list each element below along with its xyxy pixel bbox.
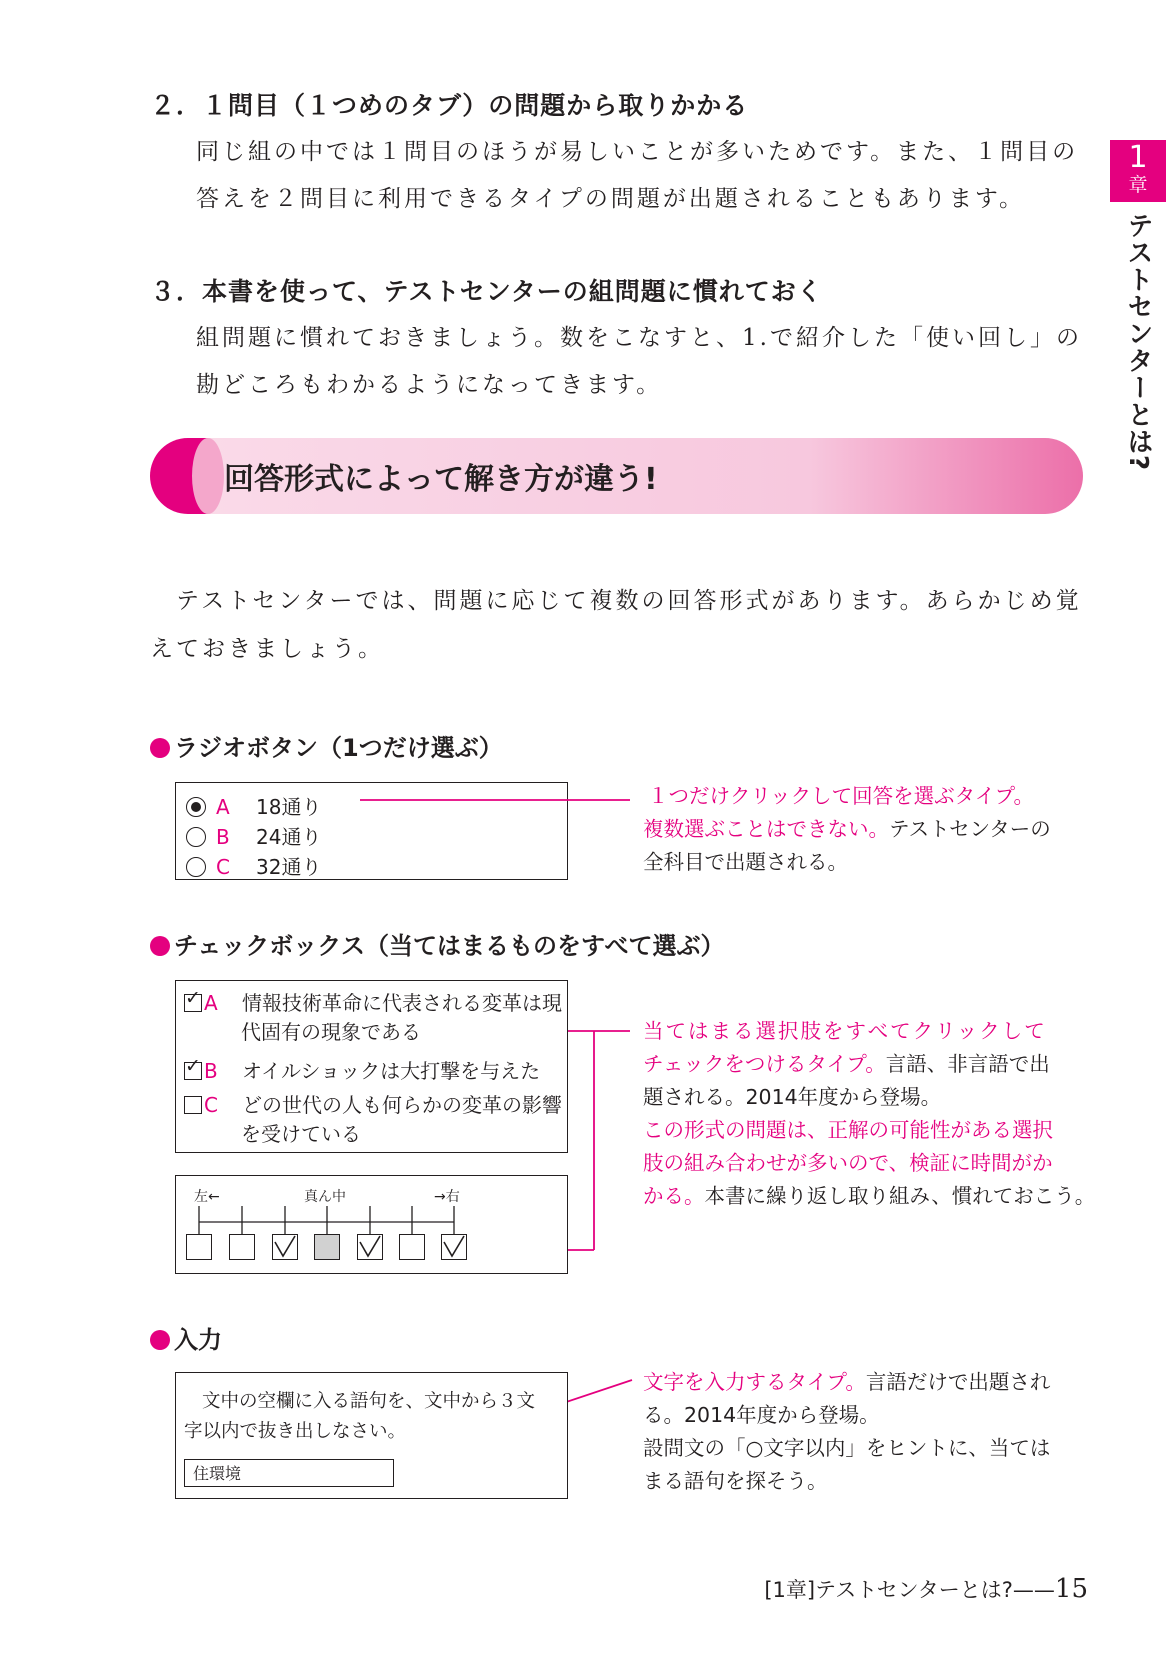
checkbox-checked-icon: ✓ (184, 994, 202, 1012)
item2-line1: 同じ組の中では１問目のほうが易しいことが多いためです。また、１問目の (196, 139, 1079, 165)
footer-chapter: [1章]テストセンターとは? (764, 1578, 1013, 1602)
chapter-side-title: テストセンターとは? (1123, 212, 1153, 472)
checkmark-icon (441, 1234, 467, 1260)
item2-line2: 答えを２問目に利用できるタイプの問題が出題されることもあります。 (196, 186, 1026, 212)
item2-heading: ２．１問目（１つめのタブ）の問題から取りかかる (150, 91, 749, 120)
intro-line2: えておきましょう。 (150, 636, 384, 662)
checkmark-icon (357, 1234, 383, 1260)
chapter-tab (1110, 140, 1166, 202)
scale-cell-checked[interactable] (441, 1234, 467, 1260)
radio-option-a[interactable]: A 18通り (186, 791, 321, 820)
chapter-tab-label: 章 (1128, 174, 1148, 196)
bullet-dot-icon (150, 1330, 170, 1350)
radio-option-c[interactable]: C 32通り (186, 851, 321, 880)
checkbox-annotation: 当てはまる選択肢をすべてクリックして チェックをつけるタイプ。言語、非言語で出 題される。2014年度から登場。 この形式の問題は、正解の可能性がある選択 肢の組み合わせが多いので、検証に時間がか かる。本書に繰り返し取り組み、慣れておこう。 (643, 1019, 1096, 1208)
scale-cell-checked[interactable] (357, 1234, 383, 1260)
radio-option-b[interactable]: B 24通り (186, 821, 321, 850)
scale-right-label: →右 (434, 1189, 460, 1205)
scale-cell-center[interactable] (314, 1234, 340, 1260)
bullet-dot-icon (150, 936, 170, 956)
answer-input-field[interactable]: 住環境 (184, 1459, 394, 1487)
banner-title: 回答形式によって解き方が違う! (224, 462, 658, 497)
input-section-heading: 入力 (150, 1320, 222, 1355)
scale-cell-empty[interactable] (399, 1234, 425, 1260)
checkbox-option-a[interactable]: ✓ A 情報技術革命に代表される変革は現 代固有の現象である (185, 987, 562, 1044)
item3-line2: 勘どころもわかるようになってきます。 (196, 372, 663, 398)
page-footer (764, 1574, 1088, 1604)
scale-example-box (175, 1175, 568, 1274)
scale-left-label: 左← (194, 1189, 220, 1205)
footer-dash: —— (1012, 1578, 1055, 1602)
item3-heading: ３．本書を使って、テストセンターの組問題に慣れておく (150, 277, 823, 306)
checkbox-example-box (175, 980, 568, 1153)
checkbox-option-b[interactable]: ✓ B オイルショックは大打撃を与えた (185, 1055, 541, 1083)
intro-line1: テストセンターでは、問題に応じて複数の回答形式があります。あらかじめ覚 (176, 588, 1082, 614)
scale-center-label: 真ん中 (304, 1189, 346, 1205)
input-question-line2: 字以内で抜き出しなさい。 (184, 1421, 407, 1442)
chapter-tab-number: 1 (1128, 140, 1148, 175)
input-question-line1: 文中の空欄に入る語句を、文中から３文 (202, 1391, 536, 1412)
page-number: 15 (1054, 1574, 1088, 1604)
scale-cell-checked[interactable] (272, 1234, 298, 1260)
radio-section-heading: ラジオボタン（1つだけ選ぶ） (150, 728, 503, 763)
input-annotation: 文字を入力するタイプ。言語だけで出題され る。2014年度から登場。 設問文の「○文字以内」をヒントに、当ては まる語句を探そう。 (643, 1370, 1051, 1493)
checkbox-empty-icon (184, 1096, 202, 1114)
checkbox-section-heading: チェックボックス（当てはまるものをすべて選ぶ） (150, 926, 725, 961)
input-example-box (175, 1372, 568, 1499)
checkmark-icon (272, 1234, 298, 1260)
scale-cell-empty[interactable] (229, 1234, 255, 1260)
checkbox-option-c[interactable]: C どの世代の人も何らかの変革の影響 を受けている (184, 1091, 562, 1149)
radio-annotation: １つだけクリックして回答を選ぶタイプ。 複数選ぶことはできない。テストセンターの 全科目で出題される。 (643, 784, 1051, 874)
scale-cell-empty[interactable] (186, 1234, 212, 1260)
item3-line1: 組問題に慣れておきましょう。数をこなすと、1.で紹介した「使い回し」の (196, 325, 1082, 351)
checkbox-checked-icon: ✓ (184, 1062, 202, 1080)
